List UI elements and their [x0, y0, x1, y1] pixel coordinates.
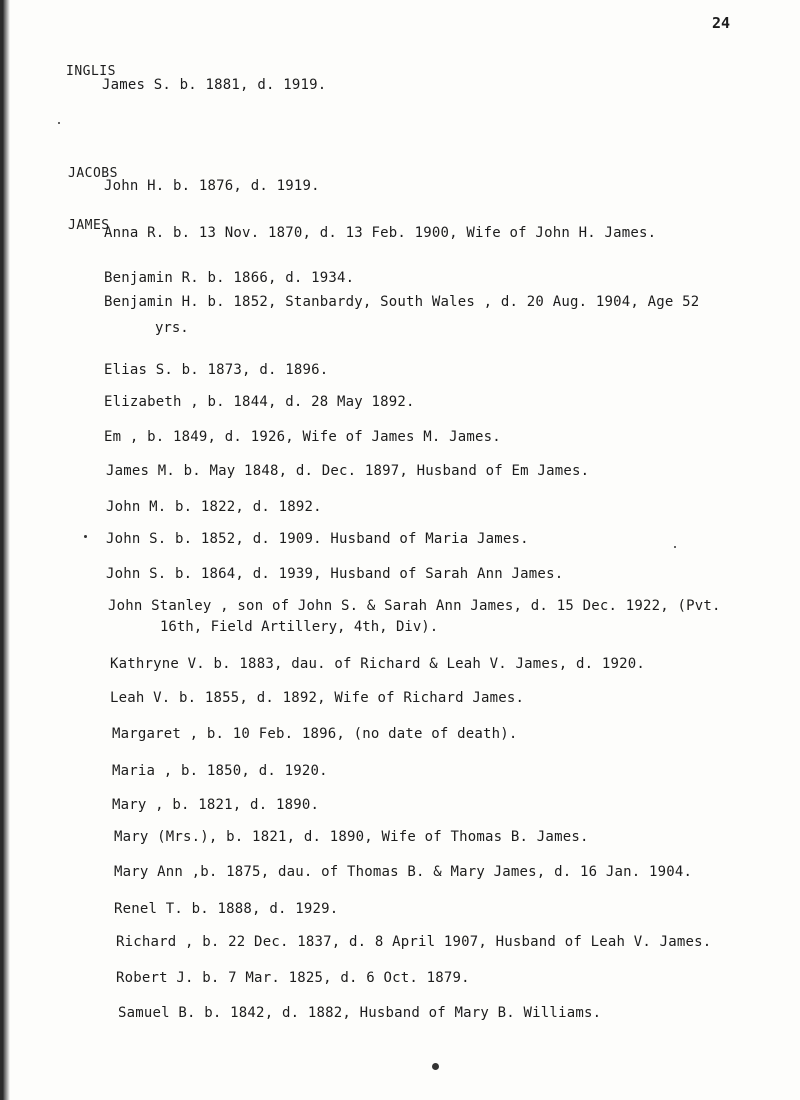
surname-heading: JACOBS: [68, 166, 118, 181]
entry-line: Richard , b. 22 Dec. 1837, d. 8 April 1907, Husband of Leah V. James.: [116, 934, 712, 950]
surname-heading: JAMES: [68, 218, 110, 233]
entry-line: Elizabeth , b. 1844, d. 28 May 1892.: [104, 394, 415, 410]
entry-line: James M. b. May 1848, d. Dec. 1897, Husband of Em James.: [106, 463, 590, 479]
entry-line: Benjamin R. b. 1866, d. 1934.: [104, 270, 355, 286]
ink-speck: [674, 546, 676, 548]
entry-line: Mary Ann ,b. 1875, dau. of Thomas B. & Mary James, d. 16 Jan. 1904.: [114, 864, 693, 880]
entry-line: Samuel B. b. 1842, d. 1882, Husband of Mary B. Williams.: [118, 1005, 602, 1021]
entry-line: Elias S. b. 1873, d. 1896.: [104, 362, 329, 378]
entry-line: John Stanley , son of John S. & Sarah Ann James, d. 15 Dec. 1922, (Pvt.: [108, 598, 721, 614]
ink-speck: [432, 1063, 439, 1070]
entry-line: Margaret , b. 10 Feb. 1896, (no date of death).: [112, 726, 518, 742]
entry-line: Em , b. 1849, d. 1926, Wife of James M. James.: [104, 429, 501, 445]
entry-line: Benjamin H. b. 1852, Stanbardy, South Wales , d. 20 Aug. 1904, Age 52: [104, 294, 700, 310]
entry-line: Mary (Mrs.), b. 1821, d. 1890, Wife of Thomas B. James.: [114, 829, 589, 845]
entry-line: John S. b. 1864, d. 1939, Husband of Sarah Ann James.: [106, 566, 564, 582]
entry-line: Anna R. b. 13 Nov. 1870, d. 13 Feb. 1900, Wife of John H. James.: [104, 225, 657, 241]
page-number: 24: [712, 14, 731, 32]
entry-line: Robert J. b. 7 Mar. 1825, d. 6 Oct. 1879.: [116, 970, 470, 986]
entry-line: John H. b. 1876, d. 1919.: [104, 178, 320, 194]
entry-line: Maria , b. 1850, d. 1920.: [112, 763, 328, 779]
entry-continuation: 16th, Field Artillery, 4th, Div).: [160, 619, 439, 635]
surname-heading: INGLIS: [66, 64, 116, 79]
ink-speck: [58, 122, 60, 124]
entry-line: Leah V. b. 1855, d. 1892, Wife of Richard James.: [110, 690, 525, 706]
page-edge-shadow: [0, 0, 10, 1100]
entry-line: Renel T. b. 1888, d. 1929.: [114, 901, 339, 917]
entry-line: Mary , b. 1821, d. 1890.: [112, 797, 320, 813]
entry-line: James S. b. 1881, d. 1919.: [102, 77, 327, 93]
entry-line: John S. b. 1852, d. 1909. Husband of Maria James.: [106, 531, 529, 547]
ink-speck: [84, 535, 87, 538]
entry-line: Kathryne V. b. 1883, dau. of Richard & Leah V. James, d. 1920.: [110, 656, 645, 672]
entry-continuation: yrs.: [155, 320, 189, 336]
entry-line: John M. b. 1822, d. 1892.: [106, 499, 322, 515]
